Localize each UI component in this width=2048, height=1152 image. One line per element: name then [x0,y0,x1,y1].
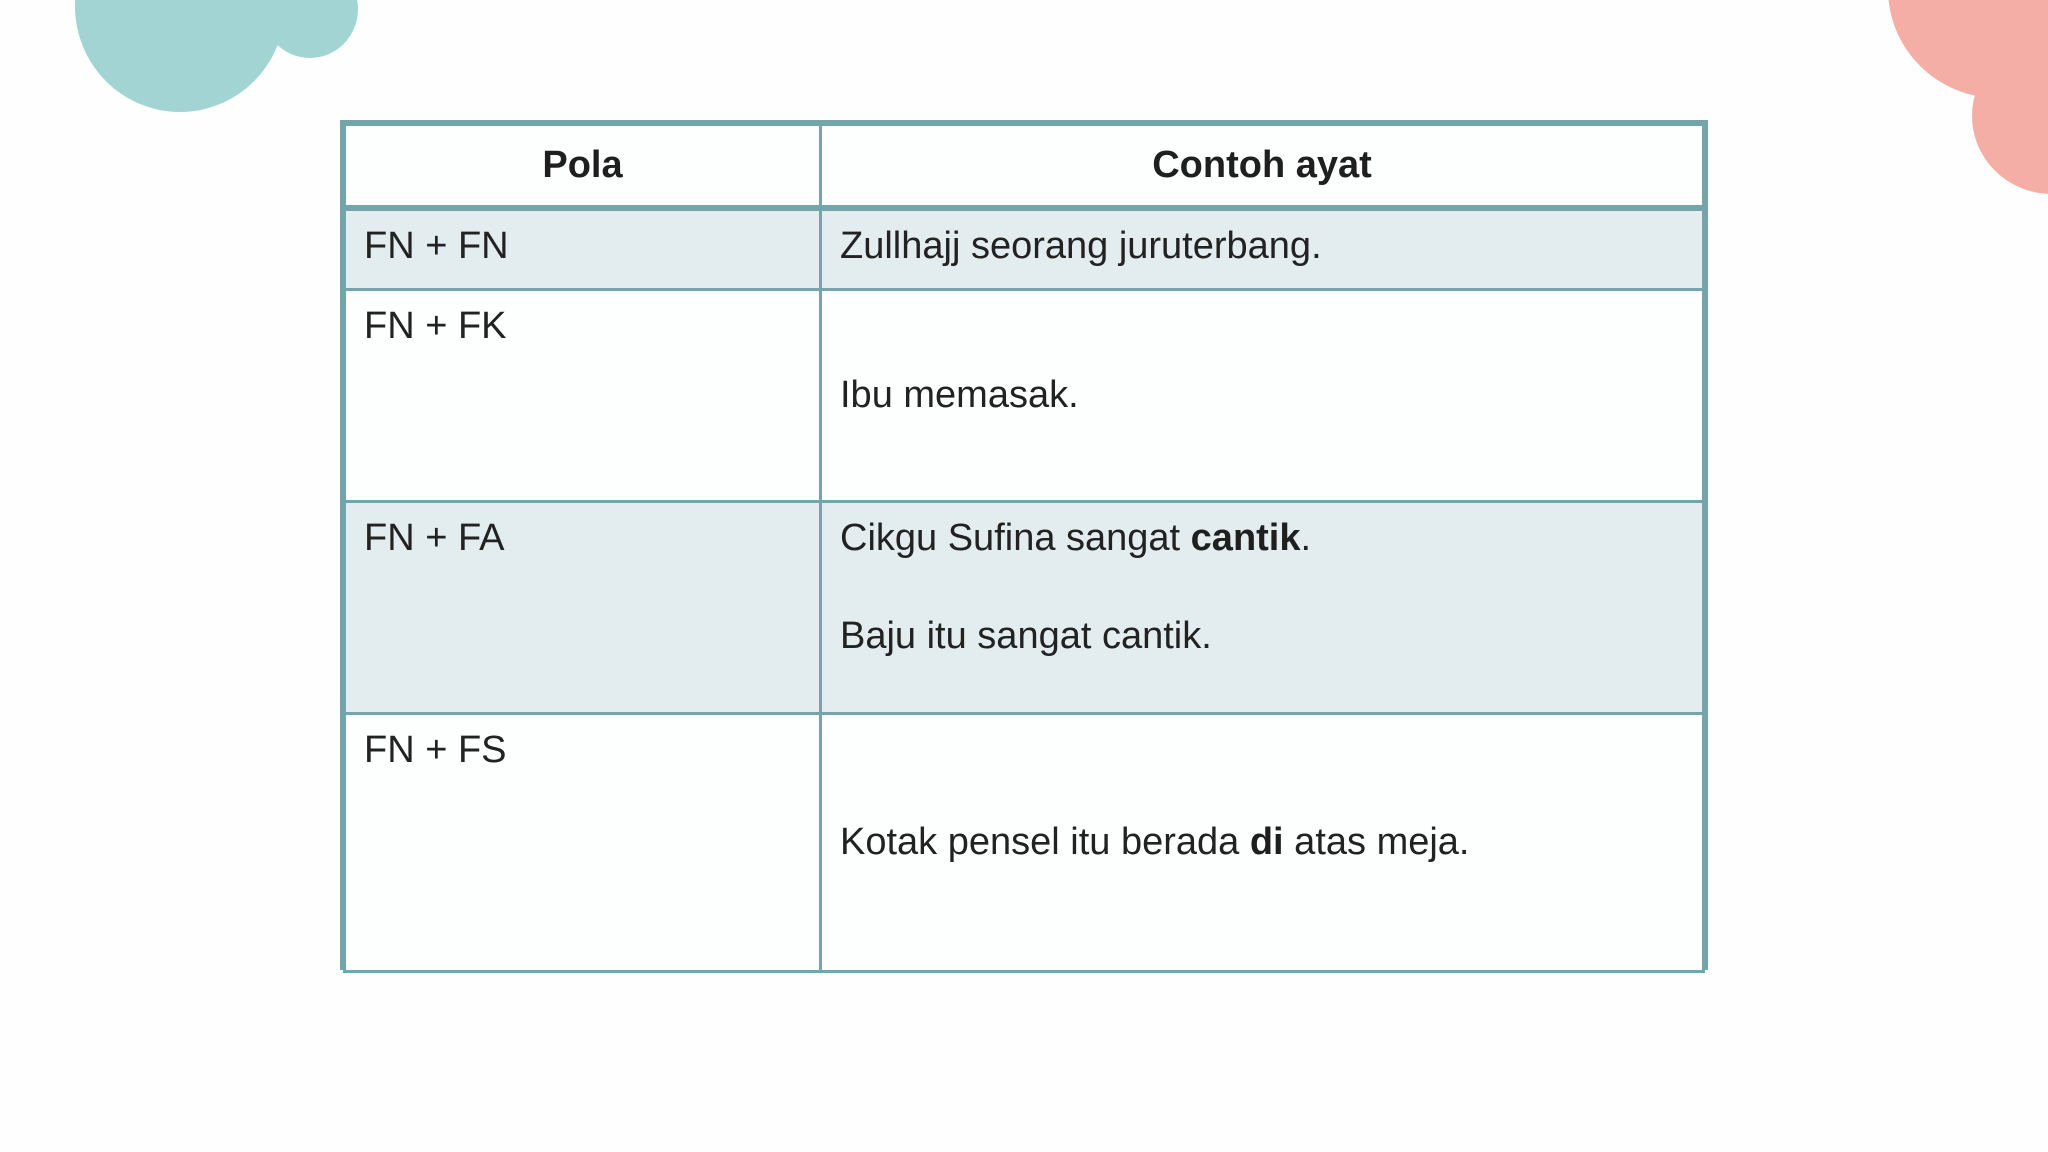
bold-word: di [1249,820,1284,863]
header-contoh-ayat: Contoh ayat [821,125,1704,208]
sentence-line [840,223,1684,271]
contoh-cell [821,502,1704,714]
pola-cell: FN + FA [345,502,821,714]
sentence-text: atas meja. [1283,820,1470,863]
sentence-line [840,515,1684,563]
line-gap [840,563,1684,613]
table-header-row [345,125,1704,208]
pola-cell: FN + FS [345,714,821,972]
sentence-line [840,613,1684,661]
sentence-line [840,819,1684,867]
table-row [345,714,1704,972]
pattern-table [343,123,1705,973]
pattern-table-container [340,120,1708,970]
sentence-text: Cikgu Sufina sangat [840,517,1191,559]
sentence-text: Zullhajj seorang juruterbang. [840,224,1322,267]
teal-cloud-decoration-small [262,0,358,58]
table-row [345,290,1704,502]
table-row [345,502,1704,714]
pola-cell: FN + FN [345,208,821,290]
sentence-text: Kotak pensel itu berada [840,820,1250,863]
sentence-text: Ibu memasak. [840,373,1079,416]
sentence-text: . [1300,517,1312,559]
contoh-cell [821,208,1704,290]
table-row [345,208,1704,290]
contoh-cell [821,290,1704,502]
pola-cell: FN + FK [345,290,821,502]
bold-word: cantik [1190,517,1301,559]
contoh-cell [821,714,1704,972]
teal-cloud-decoration [75,0,285,112]
header-pola: Pola [345,125,821,208]
sentence-text: Baju itu sangat cantik. [840,614,1212,657]
sentence-line [840,372,1684,420]
